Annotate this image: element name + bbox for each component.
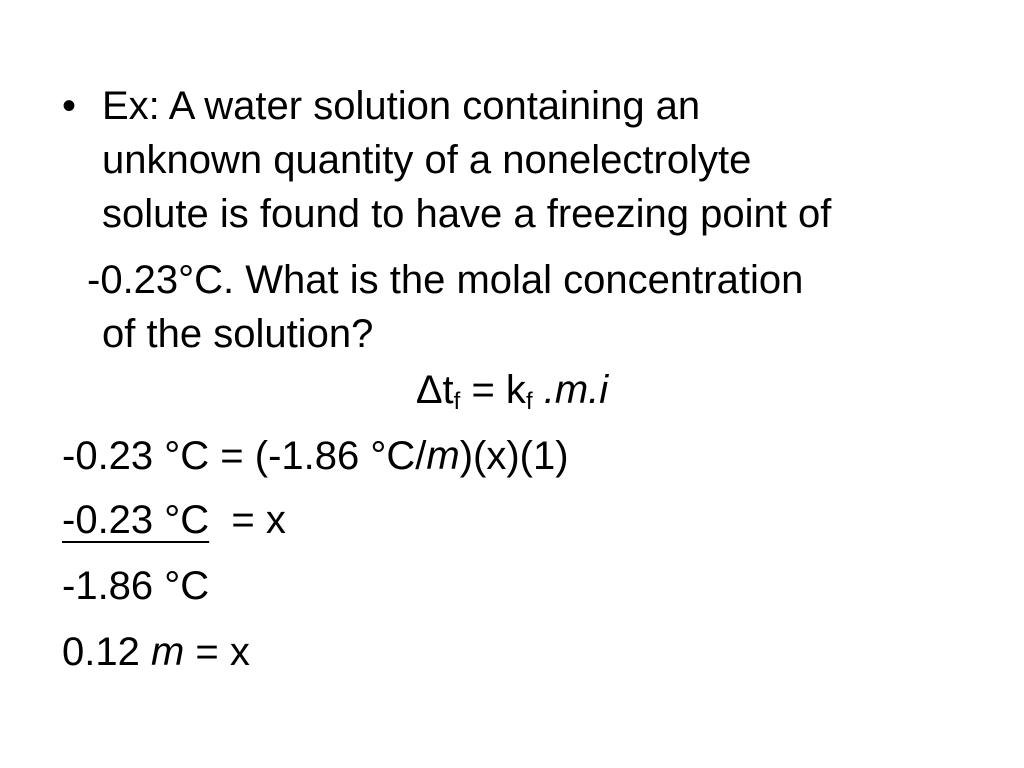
- step2-rest: = x: [209, 498, 286, 542]
- bullet-marker: •: [62, 84, 77, 128]
- question-line-4: -0.23°C. What is the molal concentration: [87, 258, 804, 302]
- step4-value: 0.12: [62, 630, 151, 674]
- formula-equals-k: = k: [460, 368, 526, 412]
- question-line-5: of the solution?: [102, 312, 374, 356]
- question-line-1: Ex: A water solution containing an: [102, 84, 701, 128]
- freezing-point-formula: [0, 366, 1024, 426]
- step1-right: )(x)(1): [459, 434, 569, 478]
- formula-tail: .m.i: [532, 368, 609, 412]
- step1-molal-symbol: m: [426, 434, 460, 478]
- formula-subscript-f1: f: [453, 388, 461, 415]
- solution-step-3: -1.86 °C: [62, 564, 210, 608]
- step1-left: -0.23 °C = (-1.86 °C/: [62, 434, 427, 478]
- question-line-2: unknown quantity of a nonelectrolyte: [102, 138, 752, 182]
- step4-molal-symbol: m: [150, 630, 185, 674]
- step4-rest: = x: [184, 630, 250, 674]
- solution-step-1: [62, 432, 569, 480]
- formula-delta-t: Δt: [415, 368, 454, 412]
- solution-step-2: [62, 496, 286, 544]
- formula-subscript-f2: f: [525, 388, 533, 415]
- solution-step-4: [62, 628, 250, 676]
- question-line-3: solute is found to have a freezing point of: [102, 192, 832, 236]
- step2-numerator: -0.23 °C: [62, 498, 210, 542]
